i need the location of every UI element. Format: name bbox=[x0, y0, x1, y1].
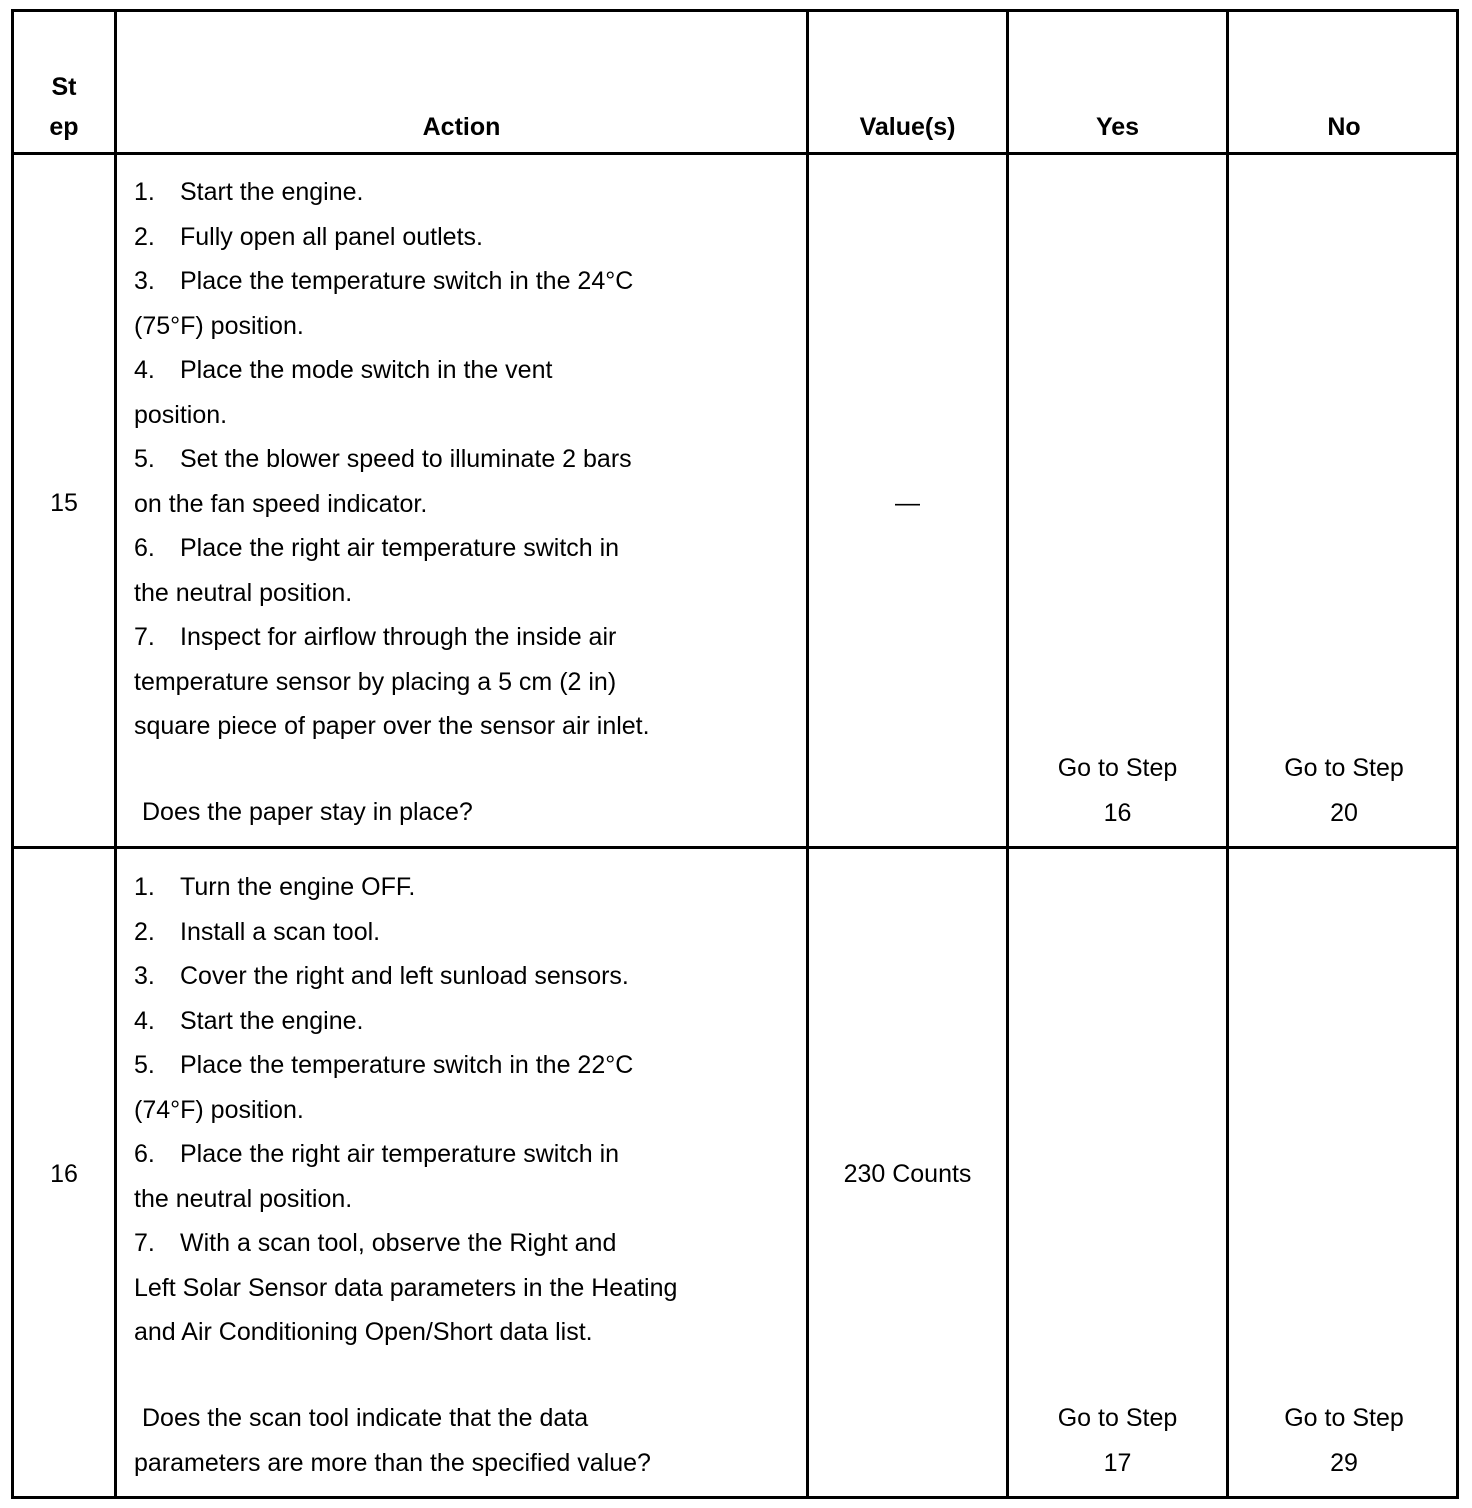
action-steps bbox=[134, 865, 677, 1355]
yes-cell bbox=[1009, 746, 1226, 835]
yes-step: 17 bbox=[1103, 1448, 1132, 1477]
row-divider bbox=[14, 846, 1456, 849]
header-values: Value(s) bbox=[859, 113, 956, 141]
list-item: 3. Cover the right and left sunload sensors. bbox=[134, 962, 629, 990]
list-item: square piece of paper over the sensor air inlet. bbox=[134, 712, 650, 740]
value-cell: — bbox=[895, 489, 920, 517]
no-cell bbox=[1229, 1396, 1459, 1485]
column-divider bbox=[806, 12, 809, 1496]
no-cell bbox=[1229, 746, 1459, 835]
action-steps bbox=[134, 170, 650, 749]
list-item: Left Solar Sensor data parameters in the Heating bbox=[134, 1273, 678, 1302]
list-item: 3. Place the temperature switch in the 24°C bbox=[134, 267, 634, 295]
list-item: 7. With a scan tool, observe the Right and bbox=[134, 1229, 617, 1257]
list-item: on the fan speed indicator. bbox=[134, 489, 428, 518]
question-line: Does the scan tool indicate that the data bbox=[142, 1404, 589, 1432]
header-action: Action bbox=[422, 113, 501, 141]
header-step bbox=[14, 67, 114, 147]
list-item: and Air Conditioning Open/Short data list. bbox=[134, 1318, 593, 1346]
no-step: 20 bbox=[1330, 798, 1358, 827]
row-divider bbox=[14, 152, 1456, 155]
no-step: 29 bbox=[1330, 1448, 1358, 1477]
list-item: 4. Start the engine. bbox=[134, 1006, 364, 1035]
header-yes: Yes bbox=[1095, 113, 1140, 141]
diagnostic-table bbox=[11, 9, 1459, 1499]
list-item: 2. Install a scan tool. bbox=[134, 917, 381, 946]
yes-step: 16 bbox=[1103, 798, 1132, 827]
no-label: Go to Step bbox=[1284, 754, 1404, 782]
header-no: No bbox=[1327, 113, 1361, 141]
step-number: 16 bbox=[50, 1160, 78, 1188]
header-step-line1: St bbox=[51, 73, 77, 101]
list-item: 4. Place the mode switch in the vent bbox=[134, 356, 553, 384]
question-line: parameters are more than the specified value? bbox=[134, 1448, 651, 1477]
list-item: 5. Place the temperature switch in the 22°C bbox=[134, 1051, 634, 1079]
list-item: 1. Start the engine. bbox=[134, 178, 364, 206]
no-label: Go to Step bbox=[1284, 1404, 1404, 1432]
header-step-line2: ep bbox=[49, 113, 79, 141]
value-cell: 230 Counts bbox=[843, 1160, 972, 1188]
list-item: 1. Turn the engine OFF. bbox=[134, 873, 416, 901]
list-item: position. bbox=[134, 400, 228, 429]
question-text bbox=[134, 1396, 651, 1485]
list-item: 7. Inspect for airflow through the inside air bbox=[134, 623, 617, 651]
column-divider bbox=[114, 12, 117, 1496]
list-item: 2. Fully open all panel outlets. bbox=[134, 222, 483, 251]
list-item: the neutral position. bbox=[134, 1184, 353, 1213]
list-item: 6. Place the right air temperature switch in bbox=[134, 1140, 620, 1168]
yes-cell bbox=[1009, 1396, 1226, 1485]
list-item: (74°F) position. bbox=[134, 1095, 304, 1124]
yes-label: Go to Step bbox=[1057, 754, 1178, 782]
list-item: (75°F) position. bbox=[134, 311, 304, 340]
yes-label: Go to Step bbox=[1057, 1404, 1178, 1432]
list-item: the neutral position. bbox=[134, 578, 353, 607]
list-item: 6. Place the right air temperature switch in bbox=[134, 534, 620, 562]
list-item: temperature sensor by placing a 5 cm (2 in) bbox=[134, 667, 617, 696]
list-item: 5. Set the blower speed to illuminate 2 bars bbox=[134, 445, 632, 473]
step-number: 15 bbox=[50, 489, 78, 517]
question-text: Does the paper stay in place? bbox=[142, 798, 473, 826]
